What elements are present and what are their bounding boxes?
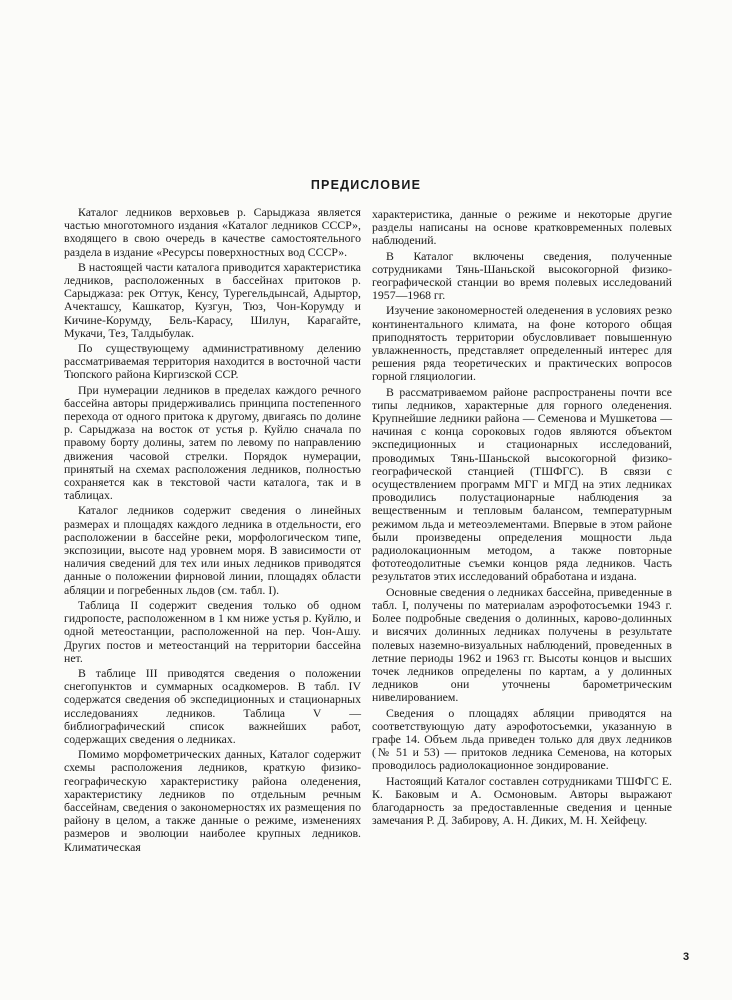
paragraph: характеристика, данные о режиме и некоторые другие разделы написаны на основе кратковременных полевых наблюдений. (372, 207, 672, 248)
right-column (372, 208, 672, 829)
paragraph: В таблице III приводятся сведения о положении снегопунктов и суммарных осадкомеров. В табл. IV содержатся сведения об экспедиционных и стационарных исследованиях ледников. Таблица V — библиографический список важнейших работ, содержащих сведения о ледниках. (64, 665, 361, 746)
paragraph: Помимо морфометрических данных, Каталог содержит схемы расположения ледников, краткую физико-географическую характеристику района оледенения, характеристику ледников по отдельным речным бассейнам, сведения о закономерностях их размещения по району в целом, а также данные о режиме, изменениях размеров и эволюции наиболее крупных ледников. Климатическая (64, 747, 361, 854)
paragraph: Сведения о площадях абляции приводятся на соответствующую дату аэрофотосъемки, указанную в графе 14. Объем льда приведен только для двух ледников (№ 51 и 53) — притоков ледника Семенова, на которых проводилось радиолокационное зондирование. (372, 705, 672, 773)
paragraph: В настоящей части каталога приводится характеристика ледников, расположенных в бассейнах притоков р. Сарыджаза: рек Оттук, Кенсу, Турегельдынсай, Адыртор, Ачекташсу, Кашкатор, Кузгун, Тюз, Чон-Корумду и Кичине-Корумду, Бель-Карасу, Шилун, Карагайте, Мукачи, Тез, Талдыбулак. (64, 259, 361, 340)
paragraph: Таблица II содержит сведения только об одном гидропосте, расположенном в 1 км ниже устья р. Куйлю, и одной метеостанции, расположенной на пер. Чон-Ашу. Других постов и метеостанций на территории бассейна нет. (64, 597, 361, 665)
page-number: 3 (683, 951, 690, 963)
paragraph: В рассматриваемом районе распространены почти все типы ледников, характерные для горного оледенения. Крупнейшие ледники района — Семенова и Мушкетова — начиная с конца сороковых годов являются объектом экспедиционных и стационарных исследований, проводимых Тянь-Шаньской высокогорной физико-географической станцией (ТШФГС). В связи с осуществлением программ МГГ и МГД на этих ледниках проводились полустационарные наблюдения за вещественным и тепловым балансом, температурным режимом льда и метеоэлементами. Впервые в этом районе были произведены определения мощности льда радиолокационным методом, а также повторные фототеодолитные съемки концов ряда ледников. Часть результатов этих исследований обработана и издана. (372, 384, 672, 584)
paragraph: В Каталог включены сведения, полученные сотрудниками Тянь-Шаньской высокогорной физико-географической станции во время полевых исследований 1957—1968 гг. (372, 248, 672, 303)
paragraph: Основные сведения о ледниках бассейна, приведенные в табл. I, получены по материалам аэрофотосъемки 1943 г. Более подробные сведения о долинных, карово-долинных и висячих долинных ледниках получены в результате полевых наземно-визуальных наблюдений, проведенных в летние периоды 1962 и 1963 гг. Высоты концов и высших точек ледников определены по картам, а у долинных ледников они уточнены барометрическим нивелированием. (372, 584, 672, 705)
paragraph: При нумерации ледников в пределах каждого речного бассейна авторы придерживались принципа постепенного перехода от одного притока к другому, двигаясь по долине р. Сарыджаза на восток от устья р. Куйлю сначала по правому борту долины, затем по левому по направлению движения часовой стрелки. Порядок нумерации, принятый на схемах расположения ледников, полностью сохраняется как в текстовой части каталога, так и в таблицах. (64, 382, 361, 503)
page-title: ПРЕДИСЛОВИЕ (310, 178, 422, 192)
paragraph: Изучение закономерностей оледенения в условиях резко континентального климата, на фоне которого общая приподнятость территории обусловливает повышенную увлажненность, представляет определенный интерес для решения ряда теоретических и практических вопросов горной гляциологии. (372, 303, 672, 384)
paragraph: По существующему административному делению рассматриваемая территория находится в восточной части Тюпского района Киргизской ССР. (64, 341, 361, 382)
paragraph: Каталог ледников верховьев р. Сарыджаза является частью многотомного издания «Каталог ледников СССР», входящего в свою очередь в качестве самостоятельного раздела в издание «Ресурсы поверхностных вод СССР». (64, 205, 361, 259)
paragraph: Каталог ледников содержит сведения о линейных размерах и площадях каждого ледника в отдельности, его расположении в бассейне реки, морфологическом типе, экспозиции, высоте над уровнем моря. В зависимости от наличия сведений для тех или иных ледников приводятся данные о положении фирновой линии, площадях области абляции и погребенных льдов (см. табл. I). (64, 503, 361, 597)
left-column (64, 206, 361, 856)
paragraph: Настоящий Каталог составлен сотрудниками ТШФГС Е. К. Баковым и А. Осмоновым. Авторы выражают благодарность за предоставленные сведения и ценные замечания Р. Д. Забирову, А. Н. Диких, М. Н. Хейфецу. (372, 773, 672, 828)
